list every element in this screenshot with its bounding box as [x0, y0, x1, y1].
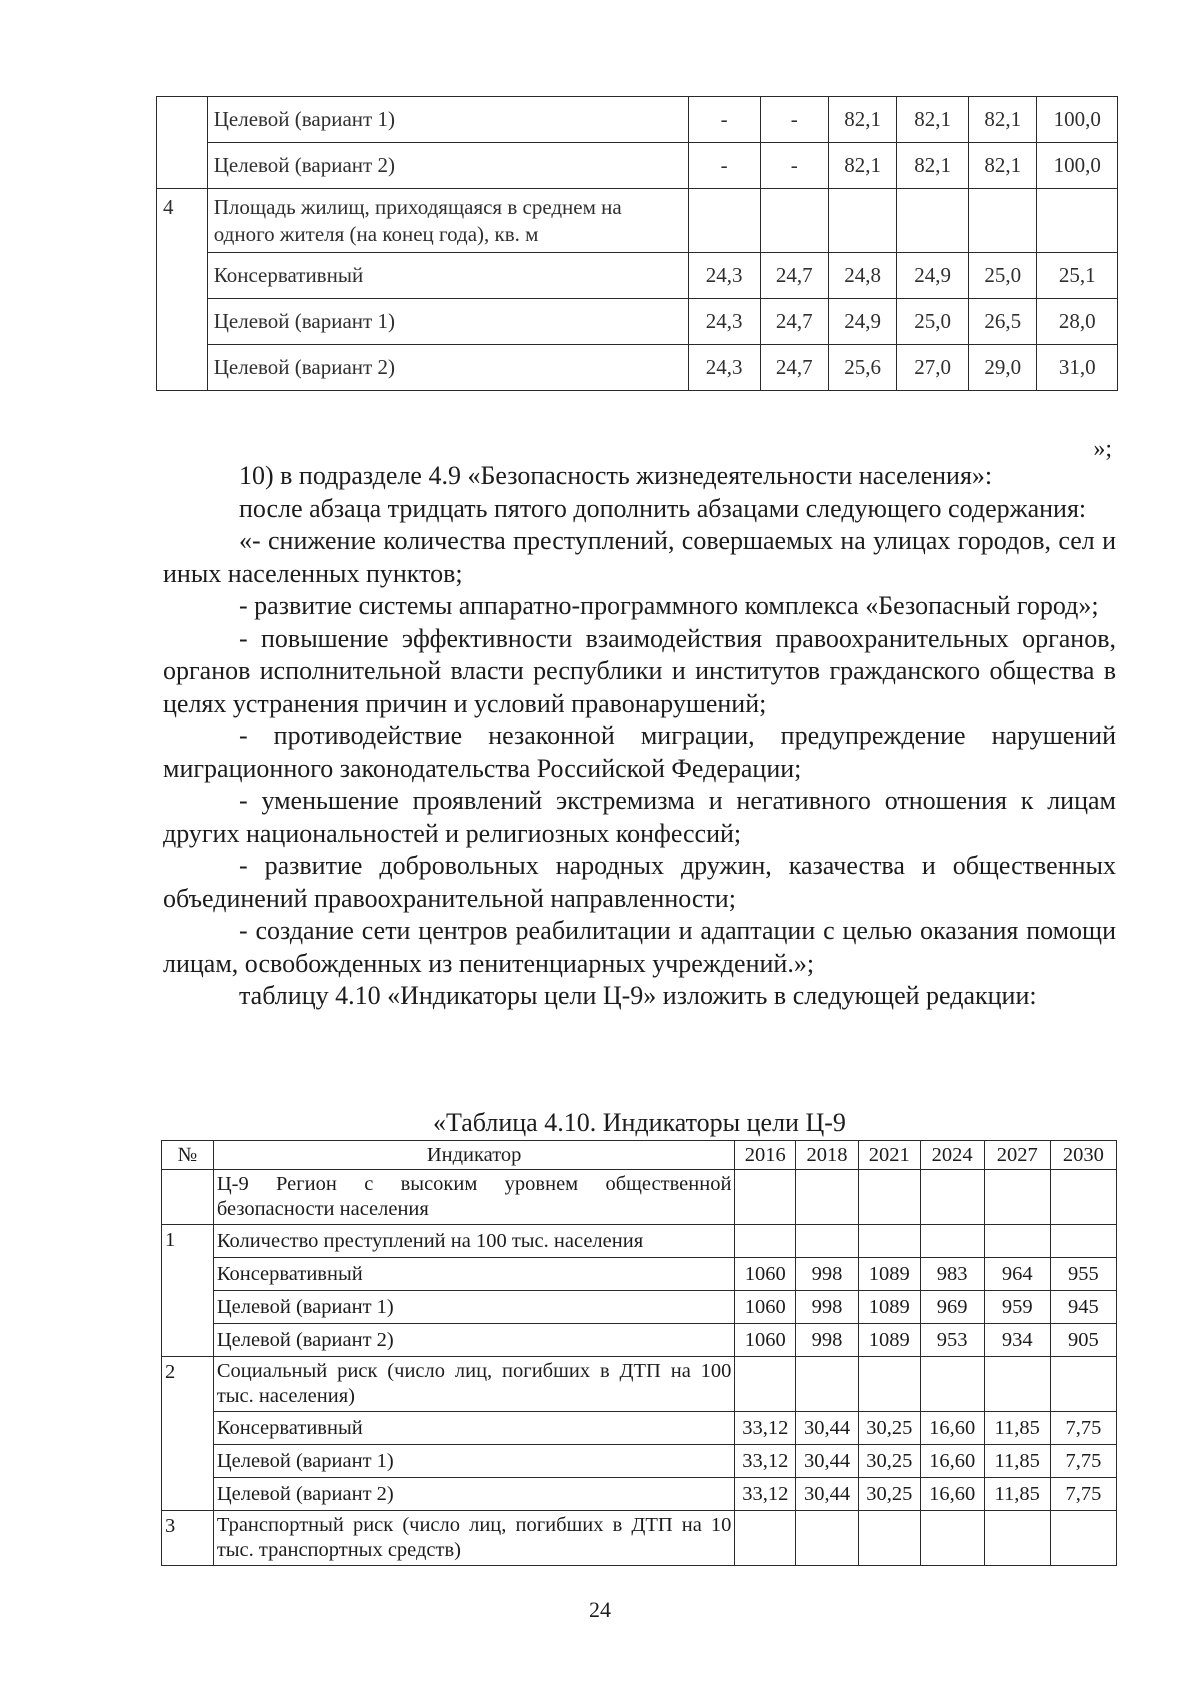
value-cell: 16,60 [920, 1445, 984, 1478]
table-header-row [162, 1141, 1117, 1170]
indicator-label: Консервативный [207, 253, 688, 299]
value-cell [760, 189, 828, 253]
value-cell: 1060 [735, 1258, 796, 1291]
value-cell: 959 [984, 1291, 1050, 1324]
value-cell: 7,75 [1050, 1478, 1116, 1511]
table-row [162, 1478, 1117, 1511]
value-cell: 28,0 [1037, 299, 1118, 345]
column-header: 2021 [858, 1141, 920, 1170]
indicator-label: Целевой (вариант 1) [207, 97, 688, 143]
indicator-label: Целевой (вариант 1) [207, 299, 688, 345]
value-cell: 11,85 [984, 1445, 1050, 1478]
value-cell: 82,1 [828, 97, 896, 143]
value-cell: 27,0 [897, 345, 969, 391]
indicator-label: Транспортный риск (число лиц, погибших в ДТП на 10 тыс. транспортных средств) [213, 1511, 735, 1566]
closing-quote: »; [1093, 436, 1112, 462]
paragraph: 10) в подразделе 4.9 «Безопасность жизнедеятельности населения»: [239, 461, 993, 490]
value-cell: 82,1 [969, 143, 1037, 189]
page-number: 24 [589, 1597, 611, 1622]
table-row [157, 299, 1118, 345]
row-index-cell: 1 [162, 1225, 214, 1357]
value-cell: 1089 [858, 1291, 920, 1324]
scenario-label: Консервативный [213, 1258, 735, 1291]
value-cell: 1060 [735, 1291, 796, 1324]
column-header: 2024 [920, 1141, 984, 1170]
column-header: Индикатор [213, 1141, 735, 1170]
value-cell: 16,60 [920, 1412, 984, 1445]
indicators-table [161, 1140, 1117, 1566]
value-cell: 24,7 [760, 345, 828, 391]
table-row [162, 1324, 1117, 1357]
value-cell: 964 [984, 1258, 1050, 1291]
value-cell: 1089 [858, 1258, 920, 1291]
table-row [162, 1445, 1117, 1478]
value-cell: 1089 [858, 1324, 920, 1357]
table-row [162, 1511, 1117, 1566]
row-index-cell: 3 [162, 1511, 214, 1566]
value-cell: 31,0 [1037, 345, 1118, 391]
indicator-label: Количество преступлений на 100 тыс. населения [213, 1225, 735, 1258]
table-row [157, 253, 1118, 299]
value-cell [897, 189, 969, 253]
table-row [157, 97, 1118, 143]
value-cell: 30,25 [858, 1478, 920, 1511]
table-row [162, 1258, 1117, 1291]
scenario-label: Консервативный [213, 1412, 735, 1445]
column-header: № [162, 1141, 214, 1170]
value-cell: 26,5 [969, 299, 1037, 345]
indicator-label: Целевой (вариант 2) [207, 345, 688, 391]
table-row [157, 189, 1118, 253]
value-cell: 82,1 [897, 143, 969, 189]
paragraph: - уменьшение проявлений экстремизма и негативного отношения к лицам других национальностей и религиозных конфессий; [163, 786, 1116, 848]
value-cell [828, 189, 896, 253]
scenario-label: Целевой (вариант 1) [213, 1445, 735, 1478]
value-cell: 1060 [735, 1324, 796, 1357]
value-cell: 905 [1050, 1324, 1116, 1357]
table-row [157, 345, 1118, 391]
column-header: 2018 [796, 1141, 859, 1170]
indicator-label: Площадь жилищ, приходящаяся в среднем на одного жителя (на конец года), кв. м [207, 189, 688, 253]
value-cell: 33,12 [735, 1412, 796, 1445]
value-cell: 24,3 [688, 299, 760, 345]
value-cell: 25,6 [828, 345, 896, 391]
value-cell: 30,44 [796, 1478, 859, 1511]
scenario-label: Целевой (вариант 2) [213, 1478, 735, 1511]
value-cell: 7,75 [1050, 1445, 1116, 1478]
value-cell: 24,3 [688, 345, 760, 391]
table-caption: «Таблица 4.10. Индикаторы цели Ц-9 [433, 1108, 846, 1137]
value-cell: 33,12 [735, 1478, 796, 1511]
value-cell: 7,75 [1050, 1412, 1116, 1445]
value-cell: 24,3 [688, 253, 760, 299]
value-cell: 969 [920, 1291, 984, 1324]
paragraph: - развитие системы аппаратно-программного комплекса «Безопасный город»; [239, 591, 1099, 620]
value-cell: 33,12 [735, 1445, 796, 1478]
value-cell: 82,1 [969, 97, 1037, 143]
value-cell: 955 [1050, 1258, 1116, 1291]
value-cell: 11,85 [984, 1478, 1050, 1511]
value-cell: 82,1 [828, 143, 896, 189]
value-cell [688, 189, 760, 253]
indicator-label: Социальный риск (число лиц, погибших в ДТП на 100 тыс. населения) [213, 1357, 735, 1412]
value-cell: 25,0 [969, 253, 1037, 299]
column-header: 2016 [735, 1141, 796, 1170]
row-index-cell [162, 1170, 214, 1225]
value-cell: 25,0 [897, 299, 969, 345]
value-cell: 30,25 [858, 1412, 920, 1445]
paragraph: - создание сети центров реабилитации и адаптации с целью оказания помощи лицам, освобожденных из пенитенциарных учреждений.»; [163, 916, 1116, 978]
value-cell: 945 [1050, 1291, 1116, 1324]
value-cell: 934 [984, 1324, 1050, 1357]
value-cell: 983 [920, 1258, 984, 1291]
scenario-label: Целевой (вариант 1) [213, 1291, 735, 1324]
paragraph: - повышение эффективности взаимодействия правоохранительных органов, органов исполнительной власти республики и институтов гражданского общества в целях устранения причин и условий правонарушений; [163, 623, 1116, 718]
value-cell: 30,44 [796, 1445, 859, 1478]
continuation-table [156, 96, 1118, 391]
table-row [162, 1357, 1117, 1412]
value-cell: 100,0 [1037, 143, 1118, 189]
value-cell [969, 189, 1037, 253]
value-cell: 16,60 [920, 1478, 984, 1511]
column-header: 2027 [984, 1141, 1050, 1170]
value-cell: 24,9 [828, 299, 896, 345]
value-cell: - [760, 97, 828, 143]
value-cell: 998 [796, 1258, 859, 1291]
paragraph: - развитие добровольных народных дружин, казачества и общественных объединений правоохранительной направленности; [163, 851, 1116, 913]
table-row [162, 1412, 1117, 1445]
value-cell [1037, 189, 1118, 253]
paragraph: - противодействие незаконной миграции, предупреждение нарушений миграционного законодательства Российской Федерации; [163, 721, 1116, 783]
value-cell: 998 [796, 1291, 859, 1324]
value-cell: - [688, 97, 760, 143]
value-cell: 30,44 [796, 1412, 859, 1445]
column-header: 2030 [1050, 1141, 1116, 1170]
paragraph: таблицу 4.10 «Индикаторы цели Ц-9» изложить в следующей редакции: [239, 981, 1037, 1010]
value-cell: - [760, 143, 828, 189]
scenario-label: Целевой (вариант 2) [213, 1324, 735, 1357]
value-cell: 100,0 [1037, 97, 1118, 143]
body-text [163, 460, 1116, 1013]
row-index-cell: 2 [162, 1357, 214, 1511]
value-cell: 82,1 [897, 97, 969, 143]
value-cell: 998 [796, 1324, 859, 1357]
table-row [162, 1170, 1117, 1225]
value-cell: 30,25 [858, 1445, 920, 1478]
row-index-cell: 4 [157, 189, 208, 391]
paragraph: после абзаца тридцать пятого дополнить абзацами следующего содержания: [239, 493, 1087, 523]
value-cell: 24,8 [828, 253, 896, 299]
table-row [162, 1291, 1117, 1324]
value-cell: 24,9 [897, 253, 969, 299]
goal-label: Ц-9 Регион с высоким уровнем общественной безопасности населения [213, 1170, 735, 1225]
value-cell: 11,85 [984, 1412, 1050, 1445]
value-cell: - [688, 143, 760, 189]
value-cell: 25,1 [1037, 253, 1118, 299]
paragraph: «- снижение количества преступлений, совершаемых на улицах городов, сел и иных населенных пунктов; [163, 526, 1116, 588]
row-index-cell [157, 97, 208, 189]
value-cell: 24,7 [760, 299, 828, 345]
indicator-label: Целевой (вариант 2) [207, 143, 688, 189]
table-row [162, 1225, 1117, 1258]
value-cell: 24,7 [760, 253, 828, 299]
value-cell: 953 [920, 1324, 984, 1357]
table-row [157, 143, 1118, 189]
value-cell: 29,0 [969, 345, 1037, 391]
